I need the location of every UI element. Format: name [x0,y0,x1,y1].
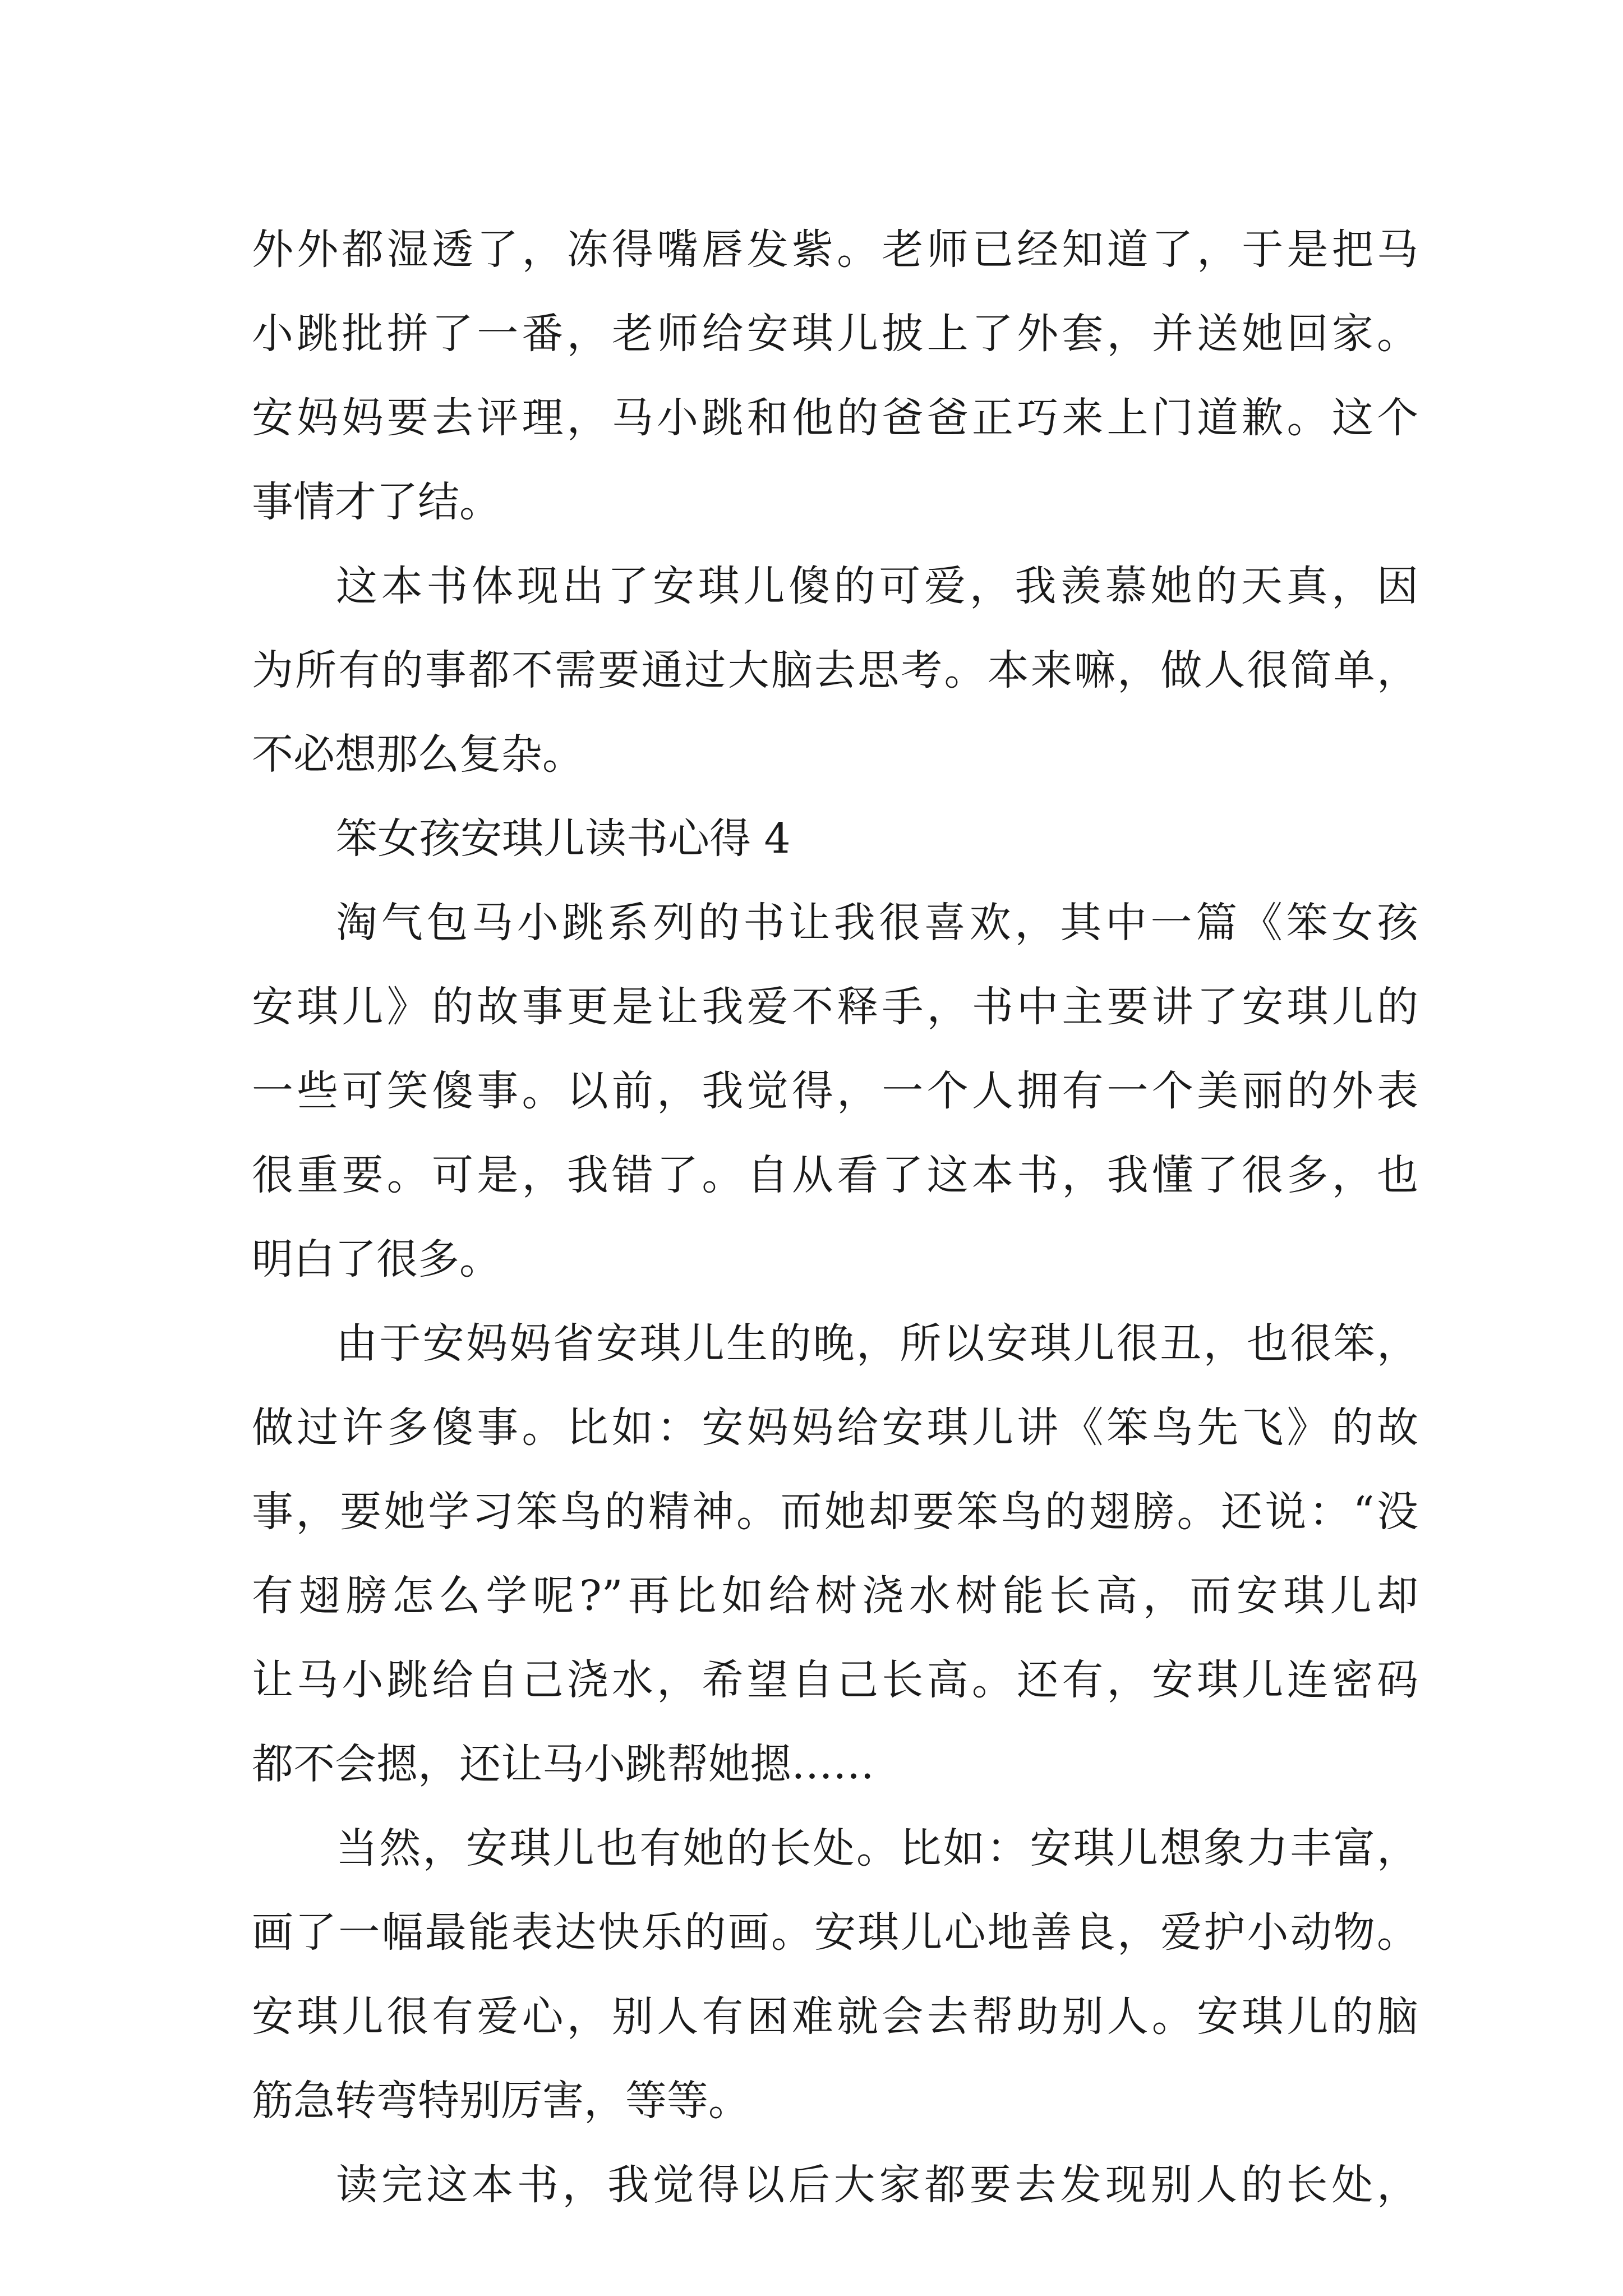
text-line: 一些可笑傻事。以前，我觉得，一个人拥有一个美丽的外表 [252,1067,1418,1115]
paragraph-first-line: 当然，安琪儿也有她的长处。比如：安琪儿想象力丰富， [336,1824,1418,1872]
text-line: 都不会摁，还让马小跳帮她摁…… [252,1740,874,1788]
text-line: 做过许多傻事。比如：安妈妈给安琪儿讲《笨鸟先飞》的故 [252,1404,1418,1452]
section-heading: 笨女孩安琪儿读书心得 4 [336,815,791,863]
text-line: 很重要。可是，我错了。自从看了这本书，我懂了很多，也 [252,1151,1418,1199]
body-text [252,208,1418,2227]
text-line: 安妈妈要去评理，马小跳和他的爸爸正巧来上门道歉。这个 [252,394,1418,442]
paragraph-first-line: 淘气包马小跳系列的书让我很喜欢，其中一篇《笨女孩 [336,899,1418,947]
paragraph-first-line: 由于安妈妈省安琪儿生的晚，所以安琪儿很丑，也很笨， [336,1319,1418,1368]
text-line: 有翅膀怎么学呢?”再比如给树浇水树能长高，而安琪儿却 [252,1572,1418,1620]
text-line: 事，要她学习笨鸟的精神。而她却要笨鸟的翅膀。还说：“没 [252,1488,1418,1536]
text-line: 为所有的事都不需要通过大脑去思考。本来嘛，做人很简单， [252,646,1418,694]
paragraph-first-line: 这本书体现出了安琪儿傻的可爱，我羡慕她的天真，因 [336,562,1418,610]
text-line: 外外都湿透了，冻得嘴唇发紫。老师已经知道了，于是把马 [252,226,1418,274]
text-line: 安琪儿很有爱心，别人有困难就会去帮助别人。安琪儿的脑 [252,1993,1418,2041]
text-line: 不必想那么复杂。 [252,730,584,779]
text-line: 画了一幅最能表达快乐的画。安琪儿心地善良，爱护小动物。 [252,1908,1418,1957]
text-line: 事情才了结。 [252,478,501,526]
text-line: 安琪儿》的故事更是让我爱不释手，书中主要讲了安琪儿的 [252,983,1418,1031]
text-line: 明白了很多。 [252,1235,501,1283]
paragraph-first-line: 读完这本书，我觉得以后大家都要去发现别人的长处， [336,2161,1418,2209]
text-line: 筋急转弯特别厉害，等等。 [252,2077,750,2125]
text-line: 让马小跳给自己浇水，希望自己长高。还有，安琪儿连密码 [252,1656,1418,1704]
text-line: 小跳批拼了一番，老师给安琪儿披上了外套，并送她回家。 [252,310,1418,358]
